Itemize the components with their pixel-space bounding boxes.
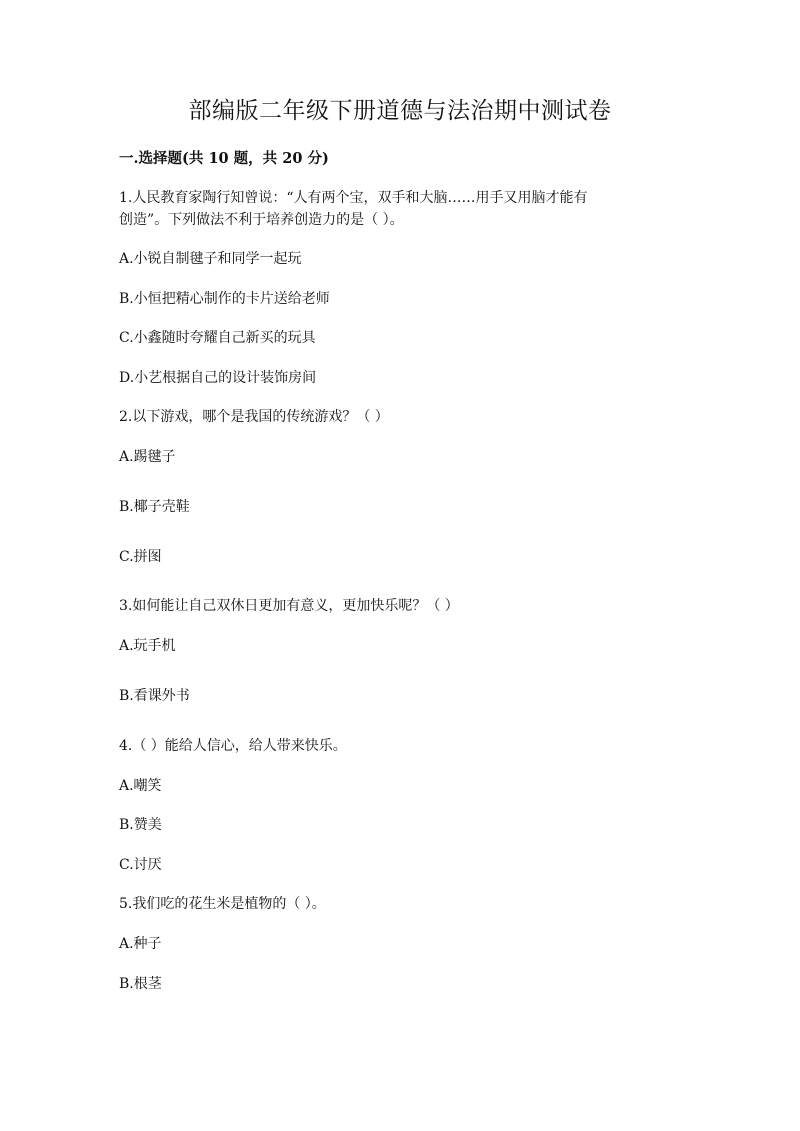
question-5-option-a: A.种子 [119, 936, 162, 952]
question-2-option-a: A.踢毽子 [119, 449, 176, 465]
question-2-option-c: C.拼图 [119, 549, 162, 565]
question-3-option-b: B.看课外书 [119, 688, 190, 704]
question-4-stem: 4.（ ）能给人信心，给人带来快乐。 [119, 738, 347, 754]
question-5-stem: 5.我们吃的花生米是植物的（ ）。 [119, 896, 326, 912]
question-1-stem-line-1: 1.人民教育家陶行知曾说：“人有两个宝，双手和大脑……用手又用脑才能有 [119, 190, 588, 206]
question-4-option-a: A.嘲笑 [119, 778, 162, 794]
question-3-option-a: A.玩手机 [119, 638, 176, 654]
question-1-option-a: A.小锐自制毽子和同学一起玩 [119, 251, 302, 267]
document-title: 部编版二年级下册道德与法治期中测试卷 [188, 98, 612, 124]
question-1-option-c: C.小鑫随时夸耀自己新买的玩具 [119, 330, 316, 346]
question-1-option-b: B.小恒把精心制作的卡片送给老师 [119, 291, 330, 307]
question-5-option-b: B.根茎 [119, 976, 162, 992]
question-2-stem: 2.以下游戏，哪个是我国的传统游戏？（ ） [119, 409, 389, 425]
section-heading: 一.选择题(共 10 题，共 20 分) [119, 150, 329, 167]
question-1-stem-line-2: 创造”。下列做法不利于培养创造力的是（ ）。 [119, 212, 404, 228]
question-2-option-b: B.椰子壳鞋 [119, 499, 190, 515]
question-3-stem: 3.如何能让自己双休日更加有意义，更加快乐呢？（ ） [119, 598, 459, 614]
question-4-option-c: C.讨厌 [119, 857, 162, 873]
question-4-option-b: B.赞美 [119, 817, 162, 833]
question-1-option-d: D.小艺根据自己的设计装饰房间 [119, 370, 317, 386]
